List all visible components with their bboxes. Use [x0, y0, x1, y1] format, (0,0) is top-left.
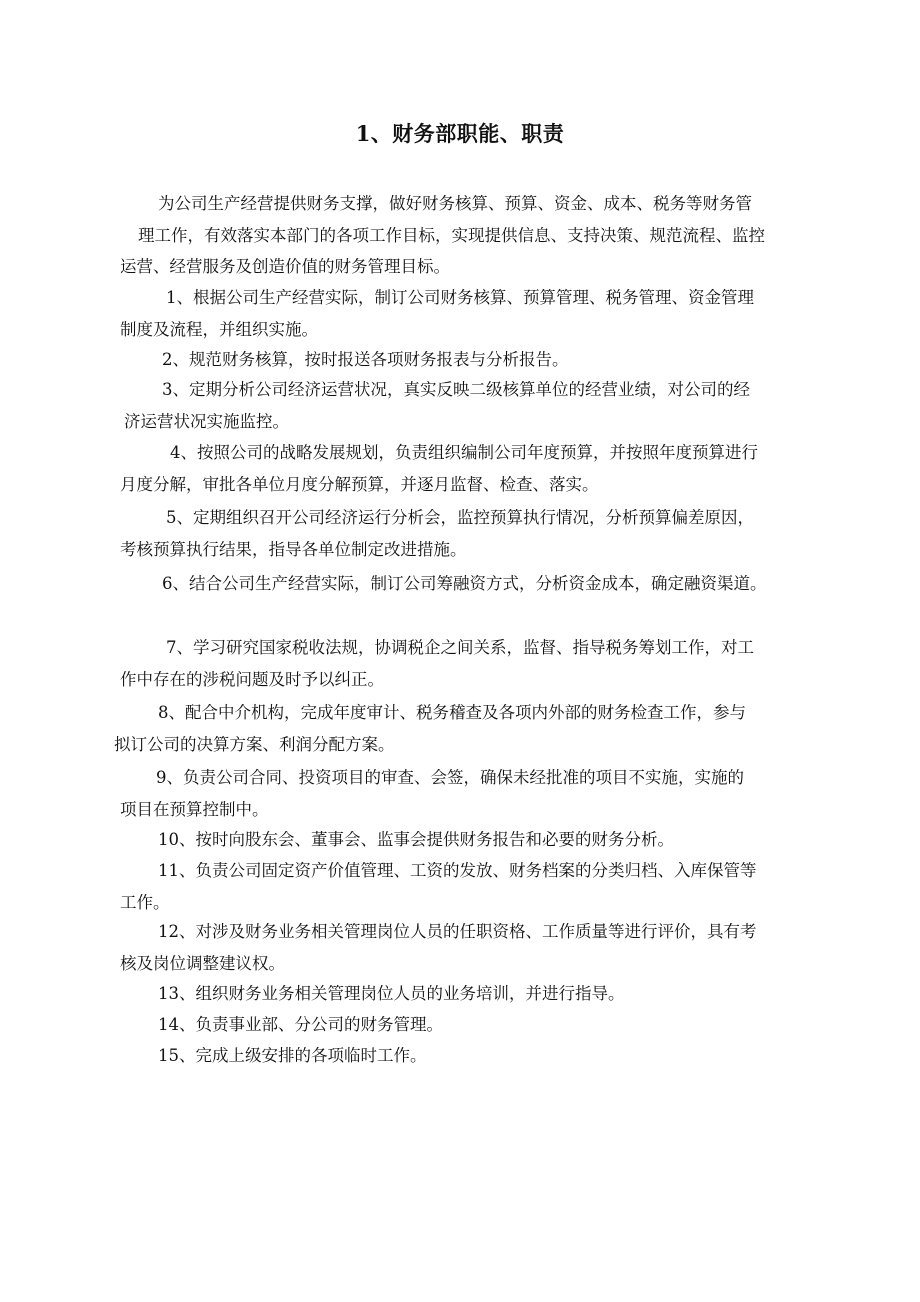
- list-item: [118, 916, 757, 979]
- list-item: [118, 282, 754, 345]
- item-line: 制度及流程，并组织实施。: [120, 319, 318, 339]
- item-line: 5、定期组织召开公司经济运行分析会，监控预算执行情况，分析预算偏差原因，: [166, 508, 754, 527]
- list-item: [118, 978, 625, 1010]
- list-item: [118, 1040, 427, 1072]
- item-line: 9、负责公司合同、投资项目的审查、会签，确保未经批准的项目不实施，实施的: [156, 768, 744, 787]
- intro-line: 为公司生产经营提供财务支撑，做好财务核算、预算、资金、成本、税务等财务管: [158, 194, 752, 213]
- item-line: 4、按照公司的战略发展规划，负责组织编制公司年度预算，并按照年度预算进行: [170, 443, 758, 462]
- item-line: 核及岗位调整建议权。: [120, 953, 285, 973]
- intro-line: 运营、经营服务及创造价值的财务管理目标。: [120, 257, 450, 276]
- item-line: 7、学习研究国家税收法规，协调税企之间关系，监督、指导税务筹划工作，对工: [166, 638, 754, 657]
- item-line: 15、完成上级安排的各项临时工作。: [158, 1046, 427, 1065]
- list-item: [118, 374, 750, 437]
- item-line: 1、根据公司生产经营实际，制订公司财务核算、预算管理、税务管理、资金管理: [166, 288, 754, 307]
- list-item: [118, 632, 754, 695]
- item-line: 6、结合公司生产经营实际，制订公司筹融资方式，分析资金成本，确定融资渠道。: [162, 574, 767, 593]
- item-line: 作中存在的涉税问题及时予以纠正。: [120, 669, 384, 689]
- page-title: 1、财务部职能、职责: [355, 121, 565, 146]
- intro-line: 理工作，有效落实本部门的各项工作目标，实现提供信息、支持决策、规范流程、监控: [138, 225, 765, 245]
- list-item: [118, 1009, 443, 1041]
- item-line: 10、按时向股东会、董事会、监事会提供财务报告和必要的财务分析。: [158, 830, 674, 849]
- item-line: 13、组织财务业务相关管理岗位人员的业务培训，并进行指导。: [158, 984, 625, 1003]
- list-item: [118, 762, 744, 825]
- list-item: [118, 855, 757, 918]
- item-line: 拟订公司的决算方案、利润分配方案。: [114, 734, 395, 754]
- item-line: 12、对涉及财务业务相关管理岗位人员的任职资格、工作质量等进行评价，具有考: [158, 922, 757, 941]
- item-line: 济运营状况实施监控。: [124, 411, 289, 431]
- item-line: 8、配合中介机构，完成年度审计、税务稽查及各项内外部的财务检查工作，参与: [158, 703, 746, 722]
- item-line: 14、负责事业部、分公司的财务管理。: [158, 1015, 443, 1034]
- list-item: [118, 437, 758, 500]
- item-line: 2、规范财务核算，按时报送各项财务报表与分析报告。: [162, 350, 569, 369]
- intro-paragraph: [118, 188, 765, 283]
- list-item: [114, 697, 746, 760]
- list-item: [118, 502, 754, 565]
- item-line: 3、定期分析公司经济运营状况，真实反映二级核算单位的经营业绩，对公司的经: [162, 380, 750, 399]
- list-item: [118, 824, 674, 856]
- item-line: 11、负责公司固定资产价值管理、工资的发放、财务档案的分类归档、入库保管等: [158, 861, 757, 880]
- item-line: 考核预算执行结果，指导各单位制定改进措施。: [120, 539, 467, 559]
- item-line: 项目在预算控制中。: [120, 799, 269, 819]
- list-item: [118, 568, 767, 600]
- item-line: 月度分解，审批各单位月度分解预算，并逐月监督、检查、落实。: [120, 474, 599, 494]
- list-item: [118, 344, 569, 376]
- item-line: 工作。: [120, 892, 170, 912]
